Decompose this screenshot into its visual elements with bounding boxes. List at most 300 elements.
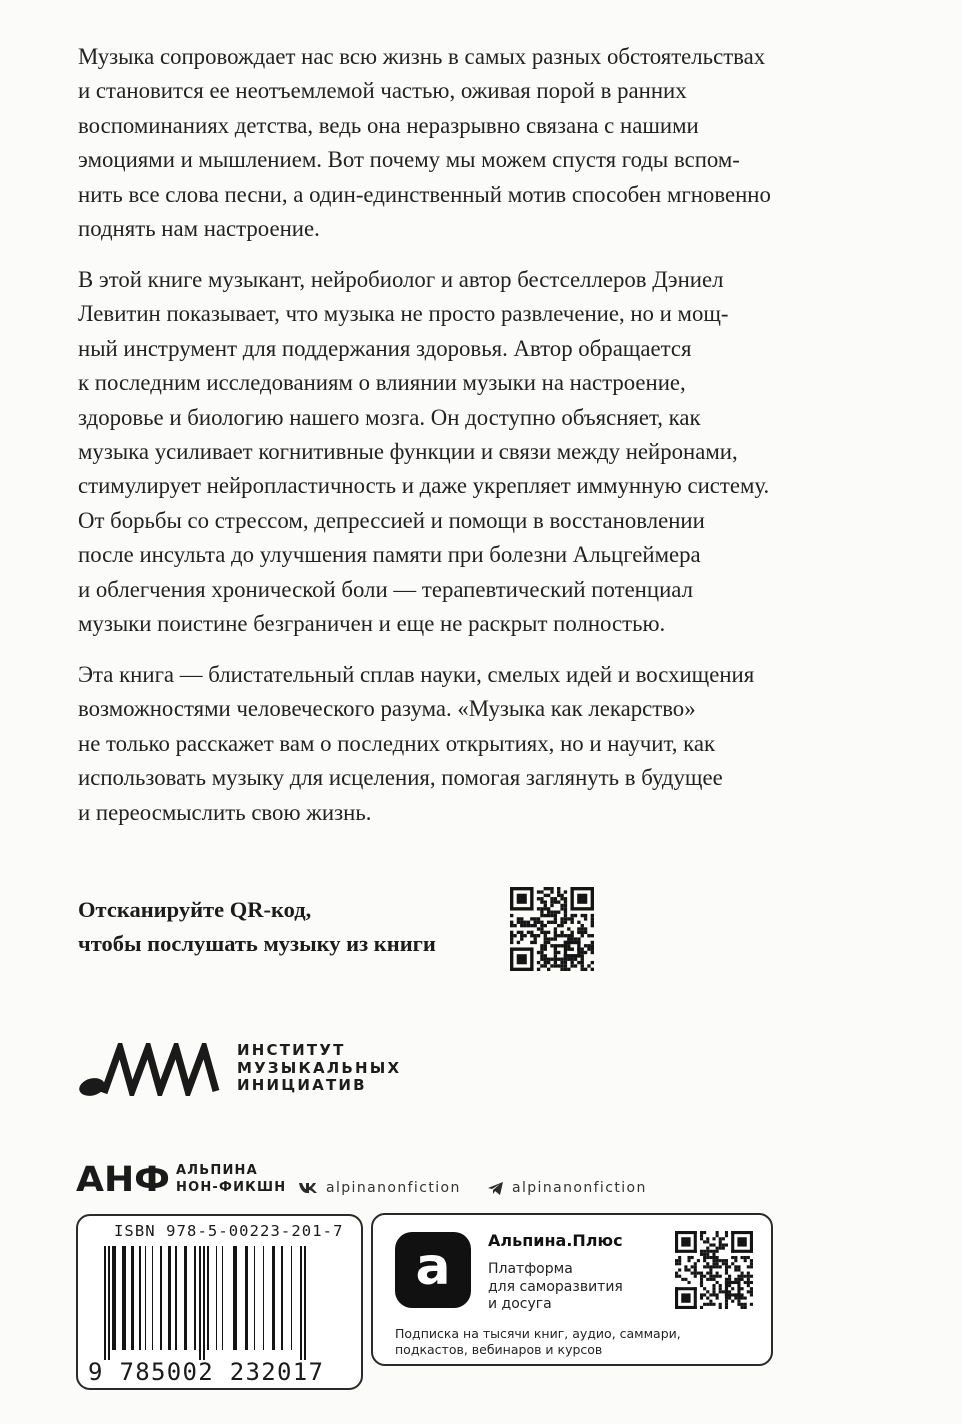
text-line: и облегчения хронической боли — терапевтический потенциал — [78, 576, 693, 602]
qr-module — [564, 911, 567, 914]
qr-module — [557, 944, 560, 947]
qr-module — [700, 1306, 703, 1309]
qr-module — [731, 1300, 734, 1303]
qr-module — [581, 961, 584, 964]
qr-module — [554, 937, 557, 940]
qr-module — [722, 1262, 725, 1265]
qr-module — [540, 944, 543, 947]
barcode-bar — [131, 1246, 134, 1350]
qr-module — [687, 1256, 690, 1259]
qr-module — [564, 958, 567, 961]
qr-module — [700, 1237, 703, 1240]
qr-module — [547, 958, 550, 961]
qr-module — [547, 921, 550, 924]
qr-module — [534, 921, 537, 924]
qr-module — [581, 951, 584, 954]
publisher-name-line: АЛЬПИНА — [176, 1163, 258, 1178]
qr-module — [581, 927, 584, 930]
alpina-plus-card[interactable] — [371, 1213, 773, 1366]
qr-module — [697, 1272, 700, 1275]
qr-module — [530, 934, 533, 937]
description-paragraph-2 — [78, 263, 853, 641]
text-line: музыки поистине безграничен и еще не раскрыт полностью. — [78, 611, 666, 637]
qr-module — [584, 944, 587, 947]
qr-module — [587, 947, 590, 950]
alpina-plus-description — [488, 1261, 623, 1314]
qr-module — [706, 1240, 709, 1243]
qr-module — [534, 937, 537, 940]
qr-module — [540, 947, 543, 950]
text-line: эмоциями и мышлением. Вот почему мы можем спустя годы вспом- — [78, 147, 740, 173]
qr-module — [540, 958, 543, 961]
qr-module — [728, 1278, 731, 1281]
qr-module — [540, 927, 543, 930]
qr-module — [584, 951, 587, 954]
qr-module — [700, 1253, 703, 1256]
qr-module — [716, 1265, 719, 1268]
qr-module — [523, 924, 526, 927]
qr-module — [550, 964, 553, 967]
qr-module — [694, 1265, 697, 1268]
qr-module — [741, 1278, 744, 1281]
qr-module — [544, 900, 547, 903]
qr-module — [560, 904, 563, 907]
qr-module — [750, 1262, 753, 1265]
qr-module — [712, 1243, 715, 1246]
text-line: воспоминаниях детства, ведь она неразрывно связана с нашими — [78, 112, 699, 138]
qr-module — [517, 917, 520, 920]
qr-module — [547, 937, 550, 940]
qr-module — [675, 1272, 678, 1275]
text-line: От борьбы со стрессом, депрессией и помощи в восстановлении — [78, 507, 705, 533]
qr-module — [734, 1259, 737, 1262]
qr-module — [577, 937, 580, 940]
qr-module — [510, 921, 513, 924]
qr-module — [540, 964, 543, 967]
qr-module — [537, 890, 540, 893]
qr-module — [706, 1272, 709, 1275]
qr-module — [725, 1300, 728, 1303]
qr-align — [564, 941, 567, 958]
qr-module — [544, 941, 547, 944]
qr-module — [703, 1259, 706, 1262]
qr-module — [577, 931, 580, 934]
qr-module — [530, 931, 533, 934]
qr-module — [517, 941, 520, 944]
qr-module — [584, 927, 587, 930]
qr-module — [537, 921, 540, 924]
qr-finder — [675, 1287, 678, 1309]
telegram-handle: alpinanonfiction — [512, 1180, 647, 1196]
qr-module — [564, 900, 567, 903]
text-line: поднять нам настроение. — [78, 216, 320, 242]
qr-module — [567, 968, 570, 971]
qr-module — [560, 894, 563, 897]
qr-module — [591, 951, 594, 954]
music-qr-code[interactable] — [510, 887, 594, 971]
qr-module — [712, 1287, 715, 1290]
qr-module — [700, 1275, 703, 1278]
qr-module — [540, 954, 543, 957]
qr-module — [530, 917, 533, 920]
qr-module — [675, 1262, 678, 1265]
qr-finder — [510, 947, 513, 971]
qr-module — [737, 1303, 740, 1306]
qr-module — [570, 931, 573, 934]
sub-line: Подписка на тысячи книг, аудио, саммари, — [395, 1326, 681, 1341]
qr-module — [716, 1293, 719, 1296]
barcode-bar — [104, 1246, 106, 1360]
qr-module — [741, 1303, 744, 1306]
qr-module — [513, 934, 516, 937]
qr-module — [534, 941, 537, 944]
qr-module — [544, 958, 547, 961]
qr-module — [547, 914, 550, 917]
alpina-plus-subscription — [395, 1326, 681, 1358]
qr-align — [737, 1281, 740, 1297]
qr-module — [530, 924, 533, 927]
qr-module — [550, 911, 553, 914]
svg-text:АНФ: АНФ — [76, 1160, 170, 1194]
qr-finder — [530, 887, 533, 911]
qr-module — [744, 1281, 747, 1284]
qr-finder — [694, 1287, 697, 1309]
qr-module — [537, 951, 540, 954]
qr-module — [744, 1256, 747, 1259]
qr-module — [540, 931, 543, 934]
qr-module — [741, 1306, 744, 1309]
qr-finder — [510, 887, 534, 890]
qr-module — [560, 924, 563, 927]
qr-module — [557, 934, 560, 937]
qr-module — [694, 1275, 697, 1278]
barcode-bar — [175, 1246, 177, 1350]
qr-module — [517, 931, 520, 934]
qr-module — [731, 1256, 734, 1259]
qr-module — [687, 1268, 690, 1271]
qr-module — [540, 897, 543, 900]
qr-module — [574, 914, 577, 917]
desc-line: и досуга — [488, 1296, 552, 1312]
qr-module — [570, 917, 573, 920]
qr-module — [544, 944, 547, 947]
desc-line: Платформа — [488, 1261, 573, 1277]
qr-module — [564, 964, 567, 967]
qr-module — [691, 1265, 694, 1268]
qr-module — [560, 897, 563, 900]
text-line: возможностями человеческого разума. «Музыка как лекарство» — [78, 696, 696, 722]
qr-module — [540, 951, 543, 954]
qr-module — [530, 941, 533, 944]
qr-module — [581, 958, 584, 961]
vk-icon — [298, 1182, 318, 1194]
qr-module — [750, 1287, 753, 1290]
qr-module — [712, 1265, 715, 1268]
qr-module — [744, 1259, 747, 1262]
qr-module — [540, 914, 543, 917]
text-line: ный инструмент для поддержания здоровья. Автор обращается — [78, 335, 692, 361]
qr-module — [550, 887, 553, 890]
qr-module — [737, 1278, 740, 1281]
telegram-icon — [487, 1181, 504, 1196]
qr-module — [712, 1259, 715, 1262]
qr-module — [703, 1250, 706, 1253]
qr-module — [564, 914, 567, 917]
qr-module — [557, 887, 560, 890]
qr-module — [591, 968, 594, 971]
qr-module — [537, 897, 540, 900]
qr-module — [554, 897, 557, 900]
barcode-box — [76, 1214, 363, 1390]
qr-module — [728, 1284, 731, 1287]
barcode-digits: 9 785002 232017 — [88, 1358, 325, 1386]
qr-module — [547, 907, 550, 910]
qr-module — [712, 1293, 715, 1296]
barcode-bar — [304, 1246, 306, 1360]
qr-module — [709, 1272, 712, 1275]
qr-module — [547, 894, 550, 897]
qr-finder — [510, 968, 534, 971]
qr-module — [584, 931, 587, 934]
qr-module — [560, 917, 563, 920]
qr-module — [520, 917, 523, 920]
qr-module — [581, 964, 584, 967]
qr-module — [737, 1297, 740, 1300]
qr-finder — [577, 894, 587, 904]
qr-module — [728, 1265, 731, 1268]
qr-module — [554, 964, 557, 967]
qr-module — [700, 1278, 703, 1281]
qr-module — [725, 1303, 728, 1306]
qr-module — [510, 937, 513, 940]
qr-module — [716, 1272, 719, 1275]
qr-module — [591, 944, 594, 947]
qr-module — [591, 961, 594, 964]
qr-module — [564, 934, 567, 937]
barcode-bar — [216, 1246, 217, 1350]
qr-module — [547, 941, 550, 944]
qr-module — [712, 1262, 715, 1265]
qr-module — [722, 1290, 725, 1293]
qr-finder — [750, 1231, 753, 1253]
qr-module — [570, 921, 573, 924]
barcode-bar — [145, 1246, 146, 1350]
qr-module — [550, 904, 553, 907]
alpina-plus-app-icon — [395, 1232, 471, 1308]
qr-module — [706, 1297, 709, 1300]
qr-module — [564, 917, 567, 920]
qr-module — [560, 934, 563, 937]
barcode-bar — [139, 1246, 141, 1350]
qr-module — [737, 1268, 740, 1271]
qr-module — [554, 911, 557, 914]
qr-module — [747, 1290, 750, 1293]
qr-module — [716, 1256, 719, 1259]
qr-caption — [78, 893, 436, 961]
qr-module — [587, 944, 590, 947]
qr-module — [550, 944, 553, 947]
qr-module — [570, 961, 573, 964]
qr-module — [716, 1250, 719, 1253]
qr-module — [737, 1265, 740, 1268]
barcode-bar — [122, 1246, 126, 1350]
qr-module — [591, 921, 594, 924]
qr-module — [700, 1293, 703, 1296]
qr-module — [544, 964, 547, 967]
qr-module — [709, 1300, 712, 1303]
text-line: нить все слова песни, а один-единственный мотив способен мгновенно — [78, 181, 771, 207]
vk-handle: alpinanonfiction — [326, 1180, 461, 1196]
qr-module — [694, 1272, 697, 1275]
qr-module — [570, 964, 573, 967]
qr-module — [703, 1275, 706, 1278]
qr-module — [734, 1297, 737, 1300]
qr-finder — [675, 1306, 697, 1309]
qr-module — [584, 968, 587, 971]
text-line: Эта книга — блистательный сплав науки, смелых идей и восхищения — [78, 662, 755, 687]
qr-module — [537, 907, 540, 910]
imi-logo-icon — [76, 1043, 224, 1096]
qr-module — [709, 1278, 712, 1281]
qr-module — [725, 1278, 728, 1281]
qr-module — [544, 894, 547, 897]
qr-module — [554, 900, 557, 903]
qr-module — [703, 1240, 706, 1243]
qr-module — [560, 921, 563, 924]
qr-module — [527, 921, 530, 924]
qr-module — [747, 1275, 750, 1278]
qr-finder — [731, 1231, 753, 1234]
qr-module — [691, 1256, 694, 1259]
qr-module — [540, 907, 543, 910]
qr-module — [540, 921, 543, 924]
qr-module — [694, 1262, 697, 1265]
qr-module — [564, 921, 567, 924]
qr-module — [700, 1250, 703, 1253]
qr-module — [712, 1290, 715, 1293]
text-line: В этой книге музыкант, нейробиолог и автор бестселлеров Дэниел — [78, 267, 724, 292]
qr-module — [581, 947, 584, 950]
barcode-icon — [104, 1246, 336, 1360]
barcode-bar — [160, 1246, 162, 1350]
qr-module — [557, 924, 560, 927]
barcode-bar — [233, 1246, 237, 1350]
qr-module — [544, 924, 547, 927]
qr-module — [540, 924, 543, 927]
qr-module — [540, 890, 543, 893]
qr-module — [567, 958, 570, 961]
qr-finder — [517, 954, 527, 964]
barcode-bar — [291, 1246, 292, 1350]
app-icon-letter: a — [415, 1237, 451, 1297]
qr-module — [567, 927, 570, 930]
qr-module — [544, 961, 547, 964]
qr-finder — [737, 1237, 746, 1246]
qr-module — [591, 914, 594, 917]
qr-module — [728, 1290, 731, 1293]
imi-name-line: МУЗЫКАЛЬНЫХ — [237, 1058, 402, 1077]
qr-module — [544, 887, 547, 890]
qr-module — [523, 921, 526, 924]
qr-module — [725, 1259, 728, 1262]
qr-module — [681, 1278, 684, 1281]
qr-module — [560, 944, 563, 947]
qr-module — [716, 1281, 719, 1284]
qr-module — [747, 1281, 750, 1284]
alpina-plus-qr-code[interactable] — [675, 1231, 753, 1309]
qr-module — [712, 1275, 715, 1278]
qr-module — [557, 890, 560, 893]
qr-module — [560, 958, 563, 961]
qr-finder — [591, 887, 594, 911]
barcode-bar — [194, 1246, 196, 1350]
qr-module — [687, 1281, 690, 1284]
qr-module — [700, 1234, 703, 1237]
qr-finder — [675, 1231, 697, 1234]
telegram-link[interactable] — [487, 1178, 647, 1198]
qr-module — [540, 900, 543, 903]
qr-module — [750, 1293, 753, 1296]
qr-module — [537, 927, 540, 930]
qr-module — [734, 1268, 737, 1271]
qr-module — [520, 921, 523, 924]
vk-link[interactable] — [298, 1178, 461, 1198]
qr-module — [712, 1256, 715, 1259]
qr-module — [520, 934, 523, 937]
qr-module — [510, 924, 513, 927]
qr-module — [741, 1272, 744, 1275]
qr-module — [706, 1253, 709, 1256]
qr-module — [517, 921, 520, 924]
qr-module — [712, 1250, 715, 1253]
qr-module — [747, 1284, 750, 1287]
qr-module — [700, 1281, 703, 1284]
qr-module — [591, 947, 594, 950]
qr-module — [554, 951, 557, 954]
qr-module — [570, 937, 573, 940]
qr-module — [709, 1243, 712, 1246]
qr-module — [520, 937, 523, 940]
qr-module — [675, 1275, 678, 1278]
qr-module — [725, 1297, 728, 1300]
qr-module — [537, 968, 540, 971]
qr-module — [709, 1250, 712, 1253]
barcode-bar — [168, 1246, 171, 1350]
qr-finder — [510, 887, 513, 911]
qr-module — [560, 961, 563, 964]
qr-module — [678, 1262, 681, 1265]
qr-module — [725, 1243, 728, 1246]
qr-module — [591, 917, 594, 920]
barcode-bar — [184, 1246, 187, 1350]
qr-module — [684, 1278, 687, 1281]
qr-module — [706, 1303, 709, 1306]
qr-module — [547, 887, 550, 890]
qr-module — [581, 968, 584, 971]
qr-module — [550, 921, 553, 924]
qr-module — [709, 1303, 712, 1306]
qr-module — [706, 1237, 709, 1240]
qr-module — [684, 1265, 687, 1268]
qr-module — [567, 947, 570, 950]
qr-align — [731, 1287, 734, 1290]
qr-module — [544, 947, 547, 950]
qr-module — [544, 904, 547, 907]
qr-module — [728, 1275, 731, 1278]
qr-module — [570, 914, 573, 917]
qr-module — [716, 1234, 719, 1237]
barcode-bar — [222, 1246, 223, 1350]
